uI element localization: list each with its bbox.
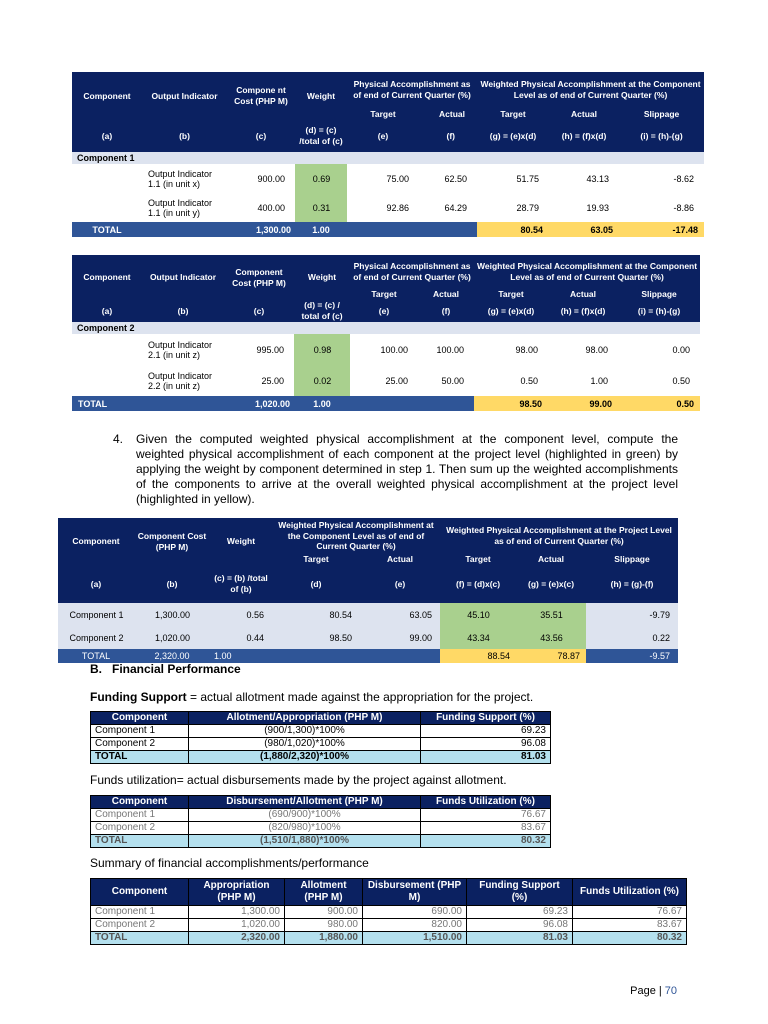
table-row: Output Indicator 2.1 (in unit z) 995.00 0.98 100.00 100.00 98.00 98.00 0.00 bbox=[72, 334, 700, 366]
component-1-table bbox=[72, 72, 704, 237]
section-label: Component 1 bbox=[72, 152, 704, 164]
total-row: TOTAL 2,320.00 1.00 88.54 78.87 -9.57 bbox=[58, 649, 678, 663]
col-output-indicator: Output Indicator bbox=[151, 90, 218, 101]
col-weight: Weight bbox=[226, 536, 256, 547]
funding-support-table: Component Allotment/Appropriation (PHP M) Funding Support (%) Component 1 (900/1,300)*100% 69.23 Component 2 (980/1,020)*100% 96.08 TOTAL (1,880/2,320)*100% 81.03 bbox=[90, 711, 551, 764]
financial-summary-table: Component Appropriation (PHP M) Allotment (PHP M) Disbursement (PHP M) Funding Support (%) Funds Utilization (%) Component 1 1,300.00 900.00 690.00 69.23 76.67 Component 2 1,020.00 980.00 820.00 96.08 83.67 TOTAL 2,320.00 1,880.00 1,510.00 81.03 80.32 bbox=[90, 878, 687, 945]
component-2-table: Component Output Indicator Component Cost (PHP M) Weight Physical Accomplishment as of end of Current Quarter (%) Weighted Physical Accomplishment at the Component Level as of end of Current Quarter (%) Target Actual Target Actual Slippage (a) (b) (c) (d) = (c) / total of (c) (e) (f) (g) = (e)x(d) (h) = (f)x(d) (i) = (h)-(g) Component 2 Output Indicator 2.1 (in unit z) 995.00 0.98 100.00 100.00 98.00 98.00 0.00 Output Indicator 2.2 (in unit z) 25.00 0.02 25.00 50.00 0.50 1.00 0.50 TOTAL 1,020.00 1.00 98.50 99.00 0.50 bbox=[72, 255, 700, 411]
section-heading: B. Financial Performance bbox=[90, 662, 241, 676]
table-row: Output Indicator 1.1 (in unit x) 900.00 0.69 75.00 62.50 51.75 43.13 -8.62 bbox=[72, 164, 704, 194]
col-cost: Compone nt Cost (PHP M) bbox=[234, 85, 288, 106]
section-label: Component 2 bbox=[72, 322, 700, 334]
code: (a) bbox=[101, 130, 113, 141]
col-physical-accomplishment: Physical Accomplishment as of end of Current Quarter (%) bbox=[353, 261, 471, 282]
page-footer: Page | 70 bbox=[630, 985, 678, 997]
sub-actual: Actual bbox=[571, 108, 597, 119]
code: (i) = (h)-(g) bbox=[640, 130, 683, 141]
table-row: Component 1 1,300.00 900.00 690.00 69.23 76.67 bbox=[91, 906, 687, 919]
code: (e) bbox=[377, 130, 389, 141]
sub-slippage: Slippage bbox=[643, 108, 680, 119]
code: (c) bbox=[255, 130, 267, 141]
col-project-level: Weighted Physical Accomplishment at the Project Level as of end of Current Quarter (%) bbox=[446, 525, 672, 546]
step-4-paragraph: Given the computed weighted physical accomplishment at the component level, compute the weighted physical accomplishment of each component at the project level (highlighted in green) by applying the weight by component determined in step 1. Then sum up the weighted accomplishments of the components to arrive at the overall weighted physical accomplishment at the project level (highlighted in yellow). bbox=[136, 432, 678, 506]
col-cost: Component Cost (PHP M) bbox=[232, 266, 286, 288]
table-row: Component 2 (820/980)*100% 83.67 bbox=[91, 822, 551, 835]
col-output-indicator: Output Indicator bbox=[149, 272, 217, 283]
step-number: 4. bbox=[113, 432, 124, 446]
project-level-table: Component Component Cost (PHP M) Weight Weighted Physical Accomplishment at the Component Level as of end of Current Quarter (%) Weighted Physical Accomplishment at the Project Level as of end of Current Quarter (%) Target Actual Target Actual Slippage (a) (b) (c) = (b) /total of (b) (d) (e) (f) = (d)x(c) (g) = (e)x(c) (h) = (g)-(f) Component 1 1,300.00 0.56 80.54 63.05 45.10 35.51 -9.79 Component 2 1,020.00 0.44 98.50 99.00 43.34 43.56 0.22 TOTAL 2,320.00 1.00 88.54 78.87 -9.57 bbox=[58, 518, 678, 663]
table-row: Component 2 (980/1,020)*100% 96.08 bbox=[91, 738, 551, 751]
table-row: Component 1 1,300.00 0.56 80.54 63.05 45.10 35.51 -9.79 bbox=[58, 603, 678, 627]
col-weight: Weight bbox=[306, 90, 336, 101]
summary-caption: Summary of financial accomplishments/performance bbox=[90, 856, 369, 870]
col-weighted-accomplishment: Weighted Physical Accomplishment at the Component Level as of end of Current Quarter (%) bbox=[476, 261, 698, 282]
code: (b) bbox=[179, 130, 190, 141]
table-row: Output Indicator 2.2 (in unit z) 25.00 0.02 25.00 50.00 0.50 1.00 0.50 bbox=[72, 366, 700, 396]
sub-actual: Actual bbox=[439, 108, 466, 119]
col-component: Component bbox=[72, 536, 120, 547]
code: (h) = (f)x(d) bbox=[561, 130, 607, 141]
total-row: TOTAL (1,510/1,880)*100% 80.32 bbox=[91, 835, 551, 848]
col-component-level: Weighted Physical Accomplishment at the Component Level as of end of Current Quarter (%) bbox=[278, 520, 434, 552]
col-component: Component bbox=[83, 90, 131, 101]
code: (g) = (e)x(d) bbox=[489, 130, 537, 141]
funding-support-definition: Funding Support = actual allotment made against the appropriation for the project. bbox=[90, 690, 534, 704]
col-weight: Weight bbox=[307, 272, 337, 283]
code: (f) bbox=[446, 130, 456, 141]
table-row: Component 1 (900/1,300)*100% 69.23 bbox=[91, 725, 551, 738]
funds-utilization-definition: Funds utilization= actual disbursements made by the project against allotment. bbox=[90, 773, 507, 787]
table-row: Component 2 1,020.00 0.44 98.50 99.00 43.34 43.56 0.22 bbox=[58, 627, 678, 649]
table-row: Component 2 1,020.00 980.00 820.00 96.08 83.67 bbox=[91, 919, 687, 932]
code: (d) = (c) /total of (c) bbox=[299, 125, 343, 146]
funds-utilization-table: Component Disbursement/Allotment (PHP M) Funds Utilization (%) Component 1 (690/900)*100% 76.67 Component 2 (820/980)*100% 83.67 TOTAL (1,510/1,880)*100% 80.32 bbox=[90, 795, 551, 848]
col-cost: Component Cost (PHP M) bbox=[137, 530, 207, 552]
funding-support-term: Funding Support bbox=[90, 690, 187, 704]
page-number: 70 bbox=[664, 985, 678, 997]
table-row: Output Indicator 1.1 (in unit y) 400.00 0.31 92.86 64.29 28.79 19.93 -8.86 bbox=[72, 194, 704, 222]
col-physical-accomplishment: Physical Accomplishment as of end of Current Quarter (%) bbox=[353, 79, 471, 100]
total-row: TOTAL (1,880/2,320)*100% 81.03 bbox=[91, 751, 551, 764]
sub-target: Target bbox=[500, 108, 526, 119]
sub-target: Target bbox=[370, 108, 396, 119]
total-row: TOTAL 2,320.00 1,880.00 1,510.00 81.03 80.32 bbox=[91, 932, 687, 945]
col-component: Component bbox=[83, 272, 131, 283]
total-row: TOTAL 1,300.00 1.00 80.54 63.05 -17.48 bbox=[72, 222, 704, 237]
total-row: TOTAL 1,020.00 1.00 98.50 99.00 0.50 bbox=[72, 396, 700, 411]
col-weighted-accomplishment: Weighted Physical Accomplishment at the Component Level as of end of Current Quarter (%) bbox=[480, 79, 701, 100]
table-row: Component 1 (690/900)*100% 76.67 bbox=[91, 809, 551, 822]
